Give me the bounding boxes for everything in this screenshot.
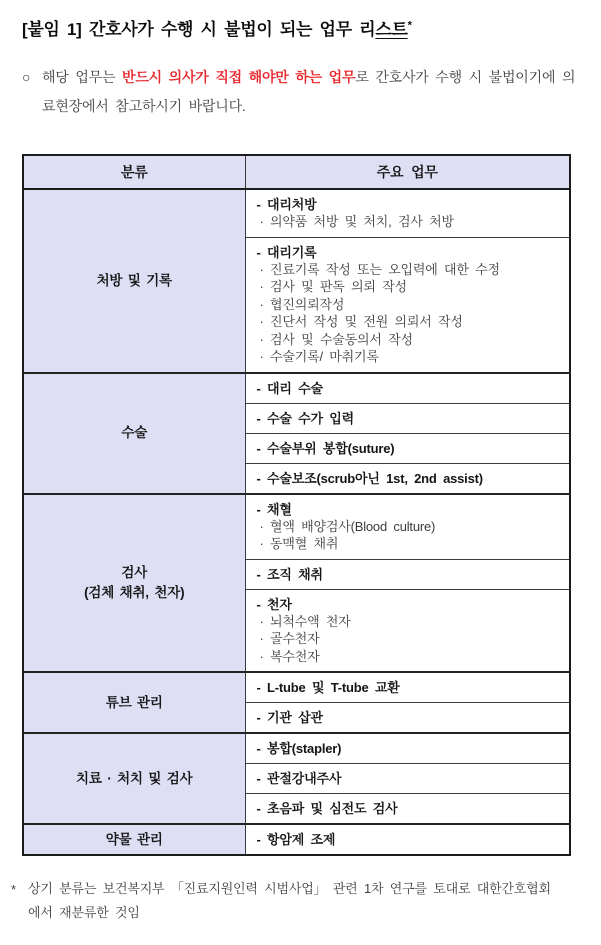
task-title: - 수술 수가 입력 [256,410,355,426]
task-cell [245,494,570,560]
task-item: · 협진의뢰작성 [259,296,345,312]
task-title: - 천자 [256,596,292,612]
table-row [23,494,570,560]
task-cell [245,403,570,433]
task-title: - 수술보조(scrub아닌 1st, 2nd assist) [256,470,483,486]
task-item: · 골수천자 [259,631,320,646]
task-title: - 조직 채취 [256,566,323,582]
category-cell-tube-management [23,672,245,733]
task-item: · 검사 및 수술동의서 작성 [259,331,413,347]
intro-text-post: 로 간호사가 수행 시 불법이기에 의료현장에서 참고하시기 바랍니다. [42,69,576,114]
category-label: 처방 및 기록 [96,272,172,288]
task-cell [245,733,570,764]
task-cell [245,824,570,855]
category-label: 수술 [121,425,148,440]
footnote-line1: 상기 분류는 보건복지부 「진료지원인력 시범사업」 관련 1차 연구를 토대로 대한간호협회 [28,881,551,896]
task-title: - 대리 수술 [256,380,323,396]
title-asterisk: * [407,19,412,32]
task-item: · 뇌척수액 천자 [259,613,351,629]
category-cell-medication [23,824,245,855]
category-cell-treatment [23,733,245,824]
intro-text-pre: 해당 업무는 [42,69,122,85]
task-title: - 대리기록 [256,244,317,260]
task-item: · 동맥혈 채취 [259,536,339,551]
task-cell [245,373,570,404]
title-text: [붙임 1] 간호사가 수행 시 불법이 되는 업무 리 [22,20,376,39]
task-item: · 복수천자 [259,648,320,664]
task-cell [245,433,570,463]
task-item: · 진료기록 작성 또는 오입력에 대한 수정 [259,261,500,277]
category-label: 약물 관리 [105,831,163,847]
task-cell [245,703,570,734]
task-item: · 혈액 배양검사(Blood culture) [259,518,436,534]
task-cell [245,589,570,672]
page-title [22,15,577,40]
task-cell [245,672,570,703]
task-title: - L-tube 및 T-tube 교환 [256,680,400,695]
intro-paragraph [22,63,577,121]
task-cell [245,189,570,237]
category-cell-examination [23,494,245,673]
category-cell-surgery [23,373,245,494]
task-cell [245,794,570,825]
task-item: · 검사 및 판독 의뢰 작성 [259,279,407,294]
table-row [23,189,570,237]
footnote [11,877,577,925]
category-cell-prescription-record [23,189,245,373]
table-row [23,733,570,764]
category-label: 튜브 관리 [105,694,163,710]
task-title: - 항암제 조제 [256,832,336,847]
task-title: - 초음파 및 심전도 검사 [256,801,398,816]
circle-bullet-icon: ○ [22,69,31,85]
category-label-line2: (검체 채취, 천자) [84,584,185,600]
task-item: · 진단서 작성 및 전원 의뢰서 작성 [259,314,463,329]
column-header-category: 분류 [23,155,245,189]
category-label: 검사 [121,564,148,580]
task-cell [245,237,570,373]
task-title: - 대리처방 [256,197,317,212]
footnote-line2: 에서 재분류한 것임 [28,905,140,920]
table-header-row [23,155,570,189]
table-row [23,672,570,703]
title-underlined-text: 스트 [375,20,408,39]
task-title: - 기관 삽관 [256,710,323,725]
task-item: · 의약품 처방 및 처치, 검사 처방 [259,214,454,229]
task-title: - 수술부위 봉합(suture) [256,440,395,456]
table-row [23,824,570,855]
illegal-tasks-table [22,154,571,856]
footnote-asterisk: * [11,882,16,897]
table-row [23,373,570,404]
task-cell [245,463,570,494]
task-cell [245,559,570,589]
task-title: - 채혈 [256,501,292,517]
column-header-tasks: 주요 업무 [245,155,570,189]
task-title: - 관절강내주사 [256,771,342,786]
intro-text-emphasis: 반드시 의사가 직접 해야만 하는 업무 [122,69,356,85]
task-item: · 수술기록/ 마취기록 [259,349,379,364]
task-title: - 봉합(stapler) [256,741,342,756]
task-cell [245,764,570,794]
category-label: 치료 · 처치 및 검사 [76,770,193,786]
